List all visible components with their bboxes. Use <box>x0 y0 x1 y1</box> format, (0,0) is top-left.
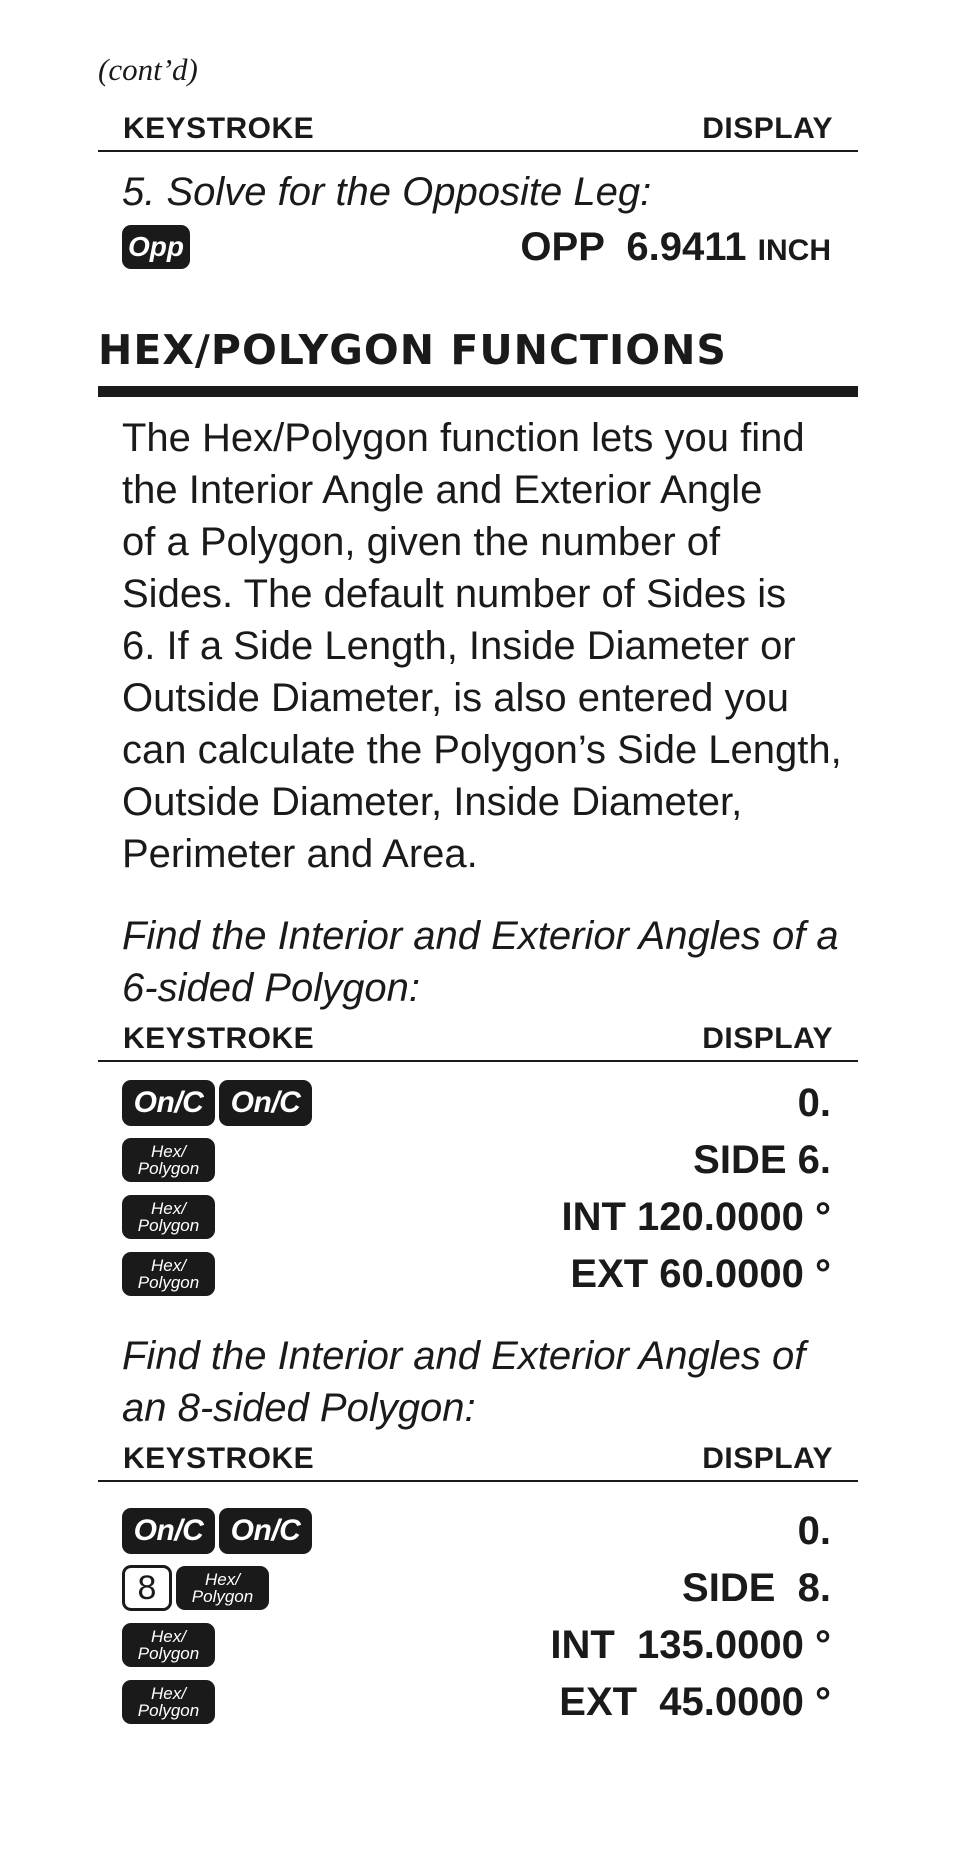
paragraph-line: of a Polygon, given the number of <box>122 520 721 564</box>
hex-key-label-top: Hex/ <box>205 1570 240 1589</box>
example1-row <box>98 1192 858 1242</box>
display-cell <box>520 224 831 274</box>
onc-key: On/C <box>219 1080 312 1126</box>
hex-key-label-top: Hex/ <box>151 1256 186 1275</box>
display-value: INT 120.0000 ° <box>561 1195 831 1239</box>
display-value: SIDE 8. <box>682 1566 831 1610</box>
hex-polygon-key <box>122 1623 215 1667</box>
step5-row <box>98 222 858 272</box>
paragraph-line: Sides. The default number of Sides is <box>122 572 787 616</box>
example2-title-line: Find the Interior and Exterior Angles of <box>122 1334 806 1378</box>
display-value: INT 135.0000 ° <box>550 1623 831 1667</box>
hex-key-label-bottom: Polygon <box>191 1587 254 1606</box>
keystroke-cell <box>122 1677 215 1727</box>
digit-8-key: 8 <box>122 1565 172 1611</box>
display-value: SIDE 6. <box>693 1138 831 1182</box>
section-title: HEX/POLYGON FUNCTIONS <box>98 326 727 374</box>
display-unit: INCH <box>757 234 831 267</box>
example1-row <box>98 1249 858 1299</box>
example1-title-line: 6-sided Polygon: <box>122 966 420 1010</box>
section-paragraph <box>122 412 862 880</box>
section-divider <box>98 386 858 397</box>
example2-row <box>98 1506 858 1556</box>
keystroke-header: KEYSTROKE <box>123 1442 315 1475</box>
hex-key-label-bottom: Polygon <box>137 1701 200 1720</box>
display-value: EXT 60.0000 ° <box>570 1252 831 1296</box>
onc-key: On/C <box>122 1508 215 1554</box>
opp-key: Opp <box>122 225 190 269</box>
display-value: 0. <box>797 1509 831 1553</box>
step5-title: 5. Solve for the Opposite Leg: <box>122 170 652 214</box>
keystroke-cell <box>122 1078 312 1128</box>
keystroke-cell <box>122 1620 215 1670</box>
paragraph-line: can calculate the Polygon’s Side Length, <box>122 728 842 772</box>
hex-key-label-top: Hex/ <box>151 1142 186 1161</box>
example2-title-line: an 8-sided Polygon: <box>122 1386 476 1430</box>
hex-key-label-bottom: Polygon <box>137 1159 200 1178</box>
example1-row <box>98 1078 858 1128</box>
keystroke-header: KEYSTROKE <box>123 1022 315 1055</box>
paragraph-line: the Interior Angle and Exterior Angle <box>122 468 763 512</box>
keystroke-cell <box>122 1506 312 1556</box>
display-header: DISPLAY <box>702 1022 833 1055</box>
hex-key-label-bottom: Polygon <box>137 1644 200 1663</box>
example2-row <box>98 1620 858 1670</box>
paragraph-line: 6. If a Side Length, Inside Diameter or <box>122 624 796 668</box>
hex-polygon-key <box>122 1138 215 1182</box>
hex-polygon-key <box>122 1252 215 1296</box>
onc-key: On/C <box>122 1080 215 1126</box>
paragraph-line: Perimeter and Area. <box>122 832 478 876</box>
hex-polygon-key <box>122 1680 215 1724</box>
example2-row <box>98 1563 858 1613</box>
hex-key-label-top: Hex/ <box>151 1627 186 1646</box>
display-header: DISPLAY <box>702 1442 833 1475</box>
keystroke-cell <box>122 1563 269 1613</box>
hex-key-label-bottom: Polygon <box>137 1273 200 1292</box>
keystroke-header: KEYSTROKE <box>123 112 315 145</box>
table-header-example2 <box>98 1438 858 1482</box>
display-header: DISPLAY <box>702 112 833 145</box>
example2-row <box>98 1677 858 1727</box>
keystroke-cell <box>122 1192 215 1242</box>
hex-polygon-key <box>122 1195 215 1239</box>
hex-key-label-top: Hex/ <box>151 1199 186 1218</box>
hex-polygon-key <box>176 1566 269 1610</box>
table-header-example1 <box>98 1018 858 1062</box>
example1-title-line: Find the Interior and Exterior Angles of a <box>122 914 839 958</box>
keystroke-cell <box>122 222 190 272</box>
paragraph-line: Outside Diameter, Inside Diameter, <box>122 780 743 824</box>
paragraph-line: The Hex/Polygon function lets you find <box>122 416 805 460</box>
display-value: OPP 6.9411 <box>520 225 758 269</box>
table-header-top <box>98 108 858 152</box>
keystroke-cell <box>122 1135 215 1185</box>
display-value: 0. <box>797 1081 831 1125</box>
example1-row <box>98 1135 858 1185</box>
hex-key-label-bottom: Polygon <box>137 1216 200 1235</box>
display-value: EXT 45.0000 ° <box>559 1680 831 1724</box>
keystroke-cell <box>122 1249 215 1299</box>
onc-key: On/C <box>219 1508 312 1554</box>
paragraph-line: Outside Diameter, is also entered you <box>122 676 790 720</box>
hex-key-label-top: Hex/ <box>151 1684 186 1703</box>
continued-label: (cont’d) <box>98 52 198 87</box>
